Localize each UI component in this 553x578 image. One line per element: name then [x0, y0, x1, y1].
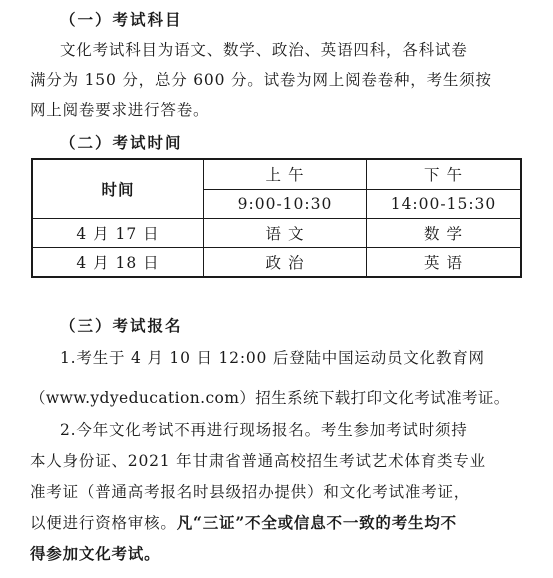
- table-row: [32, 219, 521, 248]
- pm-subject-cell: 数 学: [367, 219, 522, 248]
- am-subject-cell: 语 文: [204, 219, 367, 248]
- pm-header-cell: 下 午: [367, 159, 522, 189]
- exam-schedule-table: [31, 158, 522, 278]
- section-1-heading: （一）考试科目: [60, 10, 183, 29]
- section-1-paragraph-line: 网上阅卷要求进行答卷。: [30, 101, 210, 119]
- table-header-row: [32, 159, 521, 189]
- item-2-plain-text: 以便进行资格审核。: [30, 514, 177, 532]
- am-header-cell: 上 午: [204, 159, 367, 189]
- pm-subject-cell: 英 语: [367, 248, 522, 278]
- item-2-line: 准考证（普通高考报名时县级招办提供）和文化考试准考证，: [30, 483, 471, 501]
- item-2-line: 本人身份证、2021 年甘肃省普通高校招生考试艺术体育类专业: [30, 452, 486, 470]
- date-cell: 4 月 18 日: [32, 248, 204, 278]
- item-1-line: 1.考生于 4 月 10 日 12:00 后登陆中国运动员文化教育网: [60, 349, 485, 367]
- section-1-paragraph-line: 文化考试科目为语文、数学、政治、英语四科，各科试卷: [60, 41, 468, 59]
- section-2-heading: （二）考试时间: [60, 133, 183, 152]
- section-3-heading: （三）考试报名: [60, 316, 183, 335]
- item-2-line: 2.今年文化考试不再进行现场报名。考生参加考试时须持: [60, 421, 468, 439]
- am-time-cell: 9:00-10:30: [204, 189, 367, 219]
- item-2-line-4: [30, 511, 457, 533]
- section-1-paragraph-line: 满分为 150 分，总分 600 分。试卷为网上阅卷卷种，考生须按: [30, 71, 492, 89]
- date-cell: 4 月 17 日: [32, 219, 204, 248]
- item-1-line: （www.ydyeducation.com）招生系统下载打印文化考试准考证。: [30, 389, 510, 407]
- pm-time-cell: 14:00-15:30: [367, 189, 522, 219]
- item-2-bold-warning-end: 得参加文化考试。: [30, 544, 161, 563]
- time-header-cell: 时间: [32, 159, 204, 219]
- item-2-bold-warning: 凡“三证”不全或信息不一致的考生均不: [176, 513, 457, 532]
- am-subject-cell: 政 治: [204, 248, 367, 278]
- table-row: [32, 248, 521, 278]
